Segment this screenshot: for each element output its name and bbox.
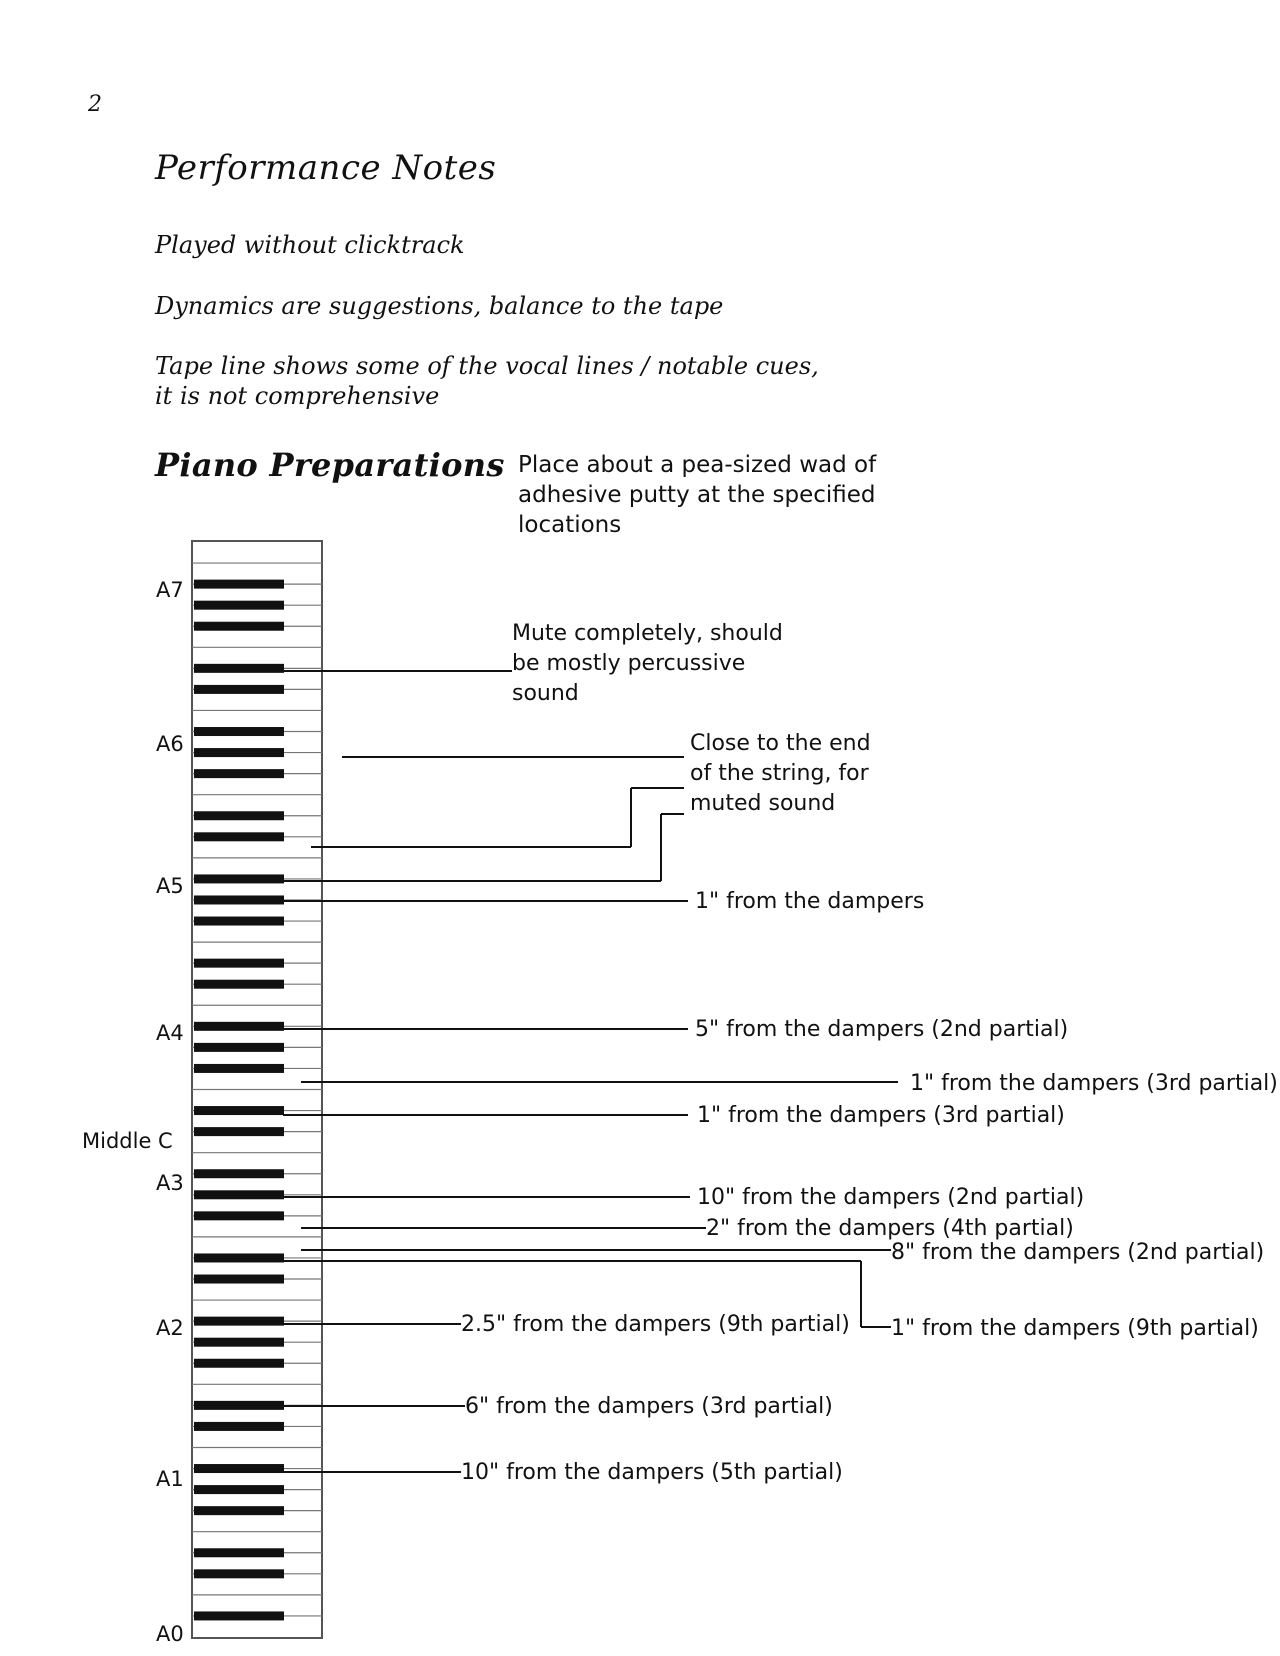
black-key: [194, 1548, 284, 1557]
black-key: [194, 1569, 284, 1578]
white-key: [192, 816, 322, 837]
white-key: [192, 689, 322, 710]
white-key: [192, 1405, 322, 1426]
preparation-label: 6" from the dampers (3rd partial): [465, 1394, 833, 1419]
preparation-callout: [283, 621, 783, 706]
preparation-callout: [301, 1240, 1264, 1265]
black-key: [194, 1611, 284, 1620]
preparation-label: 10" from the dampers (5th partial): [461, 1460, 843, 1485]
preparation-label: 8" from the dampers (2nd partial): [891, 1240, 1265, 1265]
white-key: [192, 626, 322, 647]
preparation-callout: [301, 1071, 1278, 1096]
keyboard-frame: [192, 541, 322, 1638]
black-key: [194, 1043, 284, 1052]
black-key: [194, 832, 284, 841]
white-key: [192, 542, 322, 563]
preparation-callout: [283, 1394, 833, 1419]
preparation-label: 10" from the dampers (2nd partial): [697, 1185, 1085, 1210]
white-key: [192, 858, 322, 879]
preparation-label: 1" from the dampers (3rd partial): [697, 1103, 1065, 1128]
black-key: [194, 1422, 284, 1431]
black-key: [194, 580, 284, 589]
black-key: [194, 748, 284, 757]
black-key: [194, 1211, 284, 1220]
white-key: [192, 1005, 322, 1026]
white-key: [192, 1068, 322, 1089]
white-key: [192, 1426, 322, 1447]
black-key: [194, 769, 284, 778]
black-key: [194, 980, 284, 989]
note-clicktrack: Played without clicktrack: [155, 231, 465, 259]
preparation-label: 2.5" from the dampers (9th partial): [461, 1312, 850, 1337]
black-key: [194, 685, 284, 694]
black-key: [194, 1169, 284, 1178]
note-tape-line: Tape line shows some of the vocal lines / notable cues, it is not comprehensive: [155, 352, 819, 410]
white-key: [192, 1174, 322, 1195]
black-key: [194, 1506, 284, 1515]
black-key: [194, 1190, 284, 1199]
preparation-callout: [283, 1185, 1084, 1210]
note-dynamics: Dynamics are suggestions, balance to the tape: [155, 292, 724, 320]
white-key: [192, 753, 322, 774]
white-key: [192, 795, 322, 816]
key-label: A4: [156, 1021, 184, 1045]
white-key: [192, 732, 322, 753]
white-key: [192, 1090, 322, 1111]
black-key: [194, 1253, 284, 1262]
preparation-callout: [301, 1216, 1074, 1241]
white-key: [192, 668, 322, 689]
white-key: [192, 1574, 322, 1595]
preparation-callout: [283, 1103, 1065, 1128]
white-key: [192, 584, 322, 605]
black-key: [194, 664, 284, 673]
white-key: [192, 605, 322, 626]
white-key: [192, 1616, 322, 1637]
white-key: [192, 1384, 322, 1405]
preparation-callouts: [283, 621, 1278, 1485]
white-key: [192, 963, 322, 984]
preparation-callout: [283, 1261, 1259, 1341]
key-label: A5: [156, 874, 184, 898]
key-label: A7: [156, 578, 184, 602]
black-key: [194, 874, 284, 883]
white-key: [192, 1532, 322, 1553]
white-key: [192, 1111, 322, 1132]
white-key: [192, 984, 322, 1005]
black-key: [194, 727, 284, 736]
white-key: [192, 1026, 322, 1047]
preparation-label: 5" from the dampers (2nd partial): [695, 1017, 1069, 1042]
black-key: [194, 1359, 284, 1368]
white-key: [192, 710, 322, 731]
black-key: [194, 1275, 284, 1284]
white-key: [192, 1153, 322, 1174]
white-key: [192, 1553, 322, 1574]
white-key: [192, 900, 322, 921]
black-key: [194, 1401, 284, 1410]
preparation-label: 1" from the dampers (3rd partial): [910, 1071, 1278, 1096]
key-label: A0: [156, 1622, 184, 1646]
key-label: Middle C: [82, 1129, 173, 1153]
black-key: [194, 622, 284, 631]
key-label: A1: [156, 1467, 184, 1491]
preparation-callout: [283, 1312, 850, 1337]
preparation-label: Mute completely, should be mostly percussive sound: [512, 621, 783, 706]
white-key: [192, 1216, 322, 1237]
preparation-instructions: Place about a pea-sized wad of adhesive putty at the specified locations: [518, 452, 877, 538]
black-key: [194, 895, 284, 904]
white-key: [192, 647, 322, 668]
white-key: [192, 1363, 322, 1384]
key-labels: [82, 578, 184, 1646]
preparation-label: 1" from the dampers (9th partial): [891, 1316, 1259, 1341]
white-key: [192, 1258, 322, 1279]
black-key: [194, 811, 284, 820]
white-key: [192, 921, 322, 942]
black-key: [194, 1127, 284, 1136]
white-key: [192, 1511, 322, 1532]
black-key: [194, 1106, 284, 1115]
piano-keyboard: [192, 541, 322, 1638]
white-key: [192, 1469, 322, 1490]
white-key: [192, 1195, 322, 1216]
preparation-label: 2" from the dampers (4th partial): [706, 1216, 1074, 1241]
preparation-label: 1" from the dampers: [695, 889, 925, 914]
white-key: [192, 1490, 322, 1511]
black-key: [194, 959, 284, 968]
page-number: 2: [88, 92, 102, 117]
black-key: [194, 1064, 284, 1073]
white-key: [192, 1132, 322, 1153]
white-key: [192, 879, 322, 900]
preparation-callout: [283, 1460, 843, 1485]
black-key: [194, 1317, 284, 1326]
black-key: [194, 1485, 284, 1494]
preparation-callout: [283, 731, 871, 881]
white-key: [192, 1047, 322, 1068]
preparation-callout: [283, 1017, 1068, 1042]
key-label: A3: [156, 1171, 184, 1195]
black-key: [194, 1338, 284, 1347]
white-key: [192, 1321, 322, 1342]
key-label: A6: [156, 732, 184, 756]
preparation-callout: [283, 889, 924, 914]
white-key: [192, 1595, 322, 1616]
preparation-label: Close to the end of the string, for muted sound: [690, 731, 871, 816]
black-key: [194, 917, 284, 926]
key-label: A2: [156, 1316, 184, 1340]
black-key: [194, 1464, 284, 1473]
black-key: [194, 1022, 284, 1031]
white-key: [192, 837, 322, 858]
section-title-piano-preparations: Piano Preparations: [155, 446, 505, 484]
white-key: [192, 942, 322, 963]
white-key: [192, 1279, 322, 1300]
white-key: [192, 1237, 322, 1258]
page-title: Performance Notes: [155, 148, 497, 188]
white-key: [192, 774, 322, 795]
black-key: [194, 601, 284, 610]
white-key: [192, 1447, 322, 1468]
white-key: [192, 563, 322, 584]
white-key: [192, 1300, 322, 1321]
white-key: [192, 1342, 322, 1363]
